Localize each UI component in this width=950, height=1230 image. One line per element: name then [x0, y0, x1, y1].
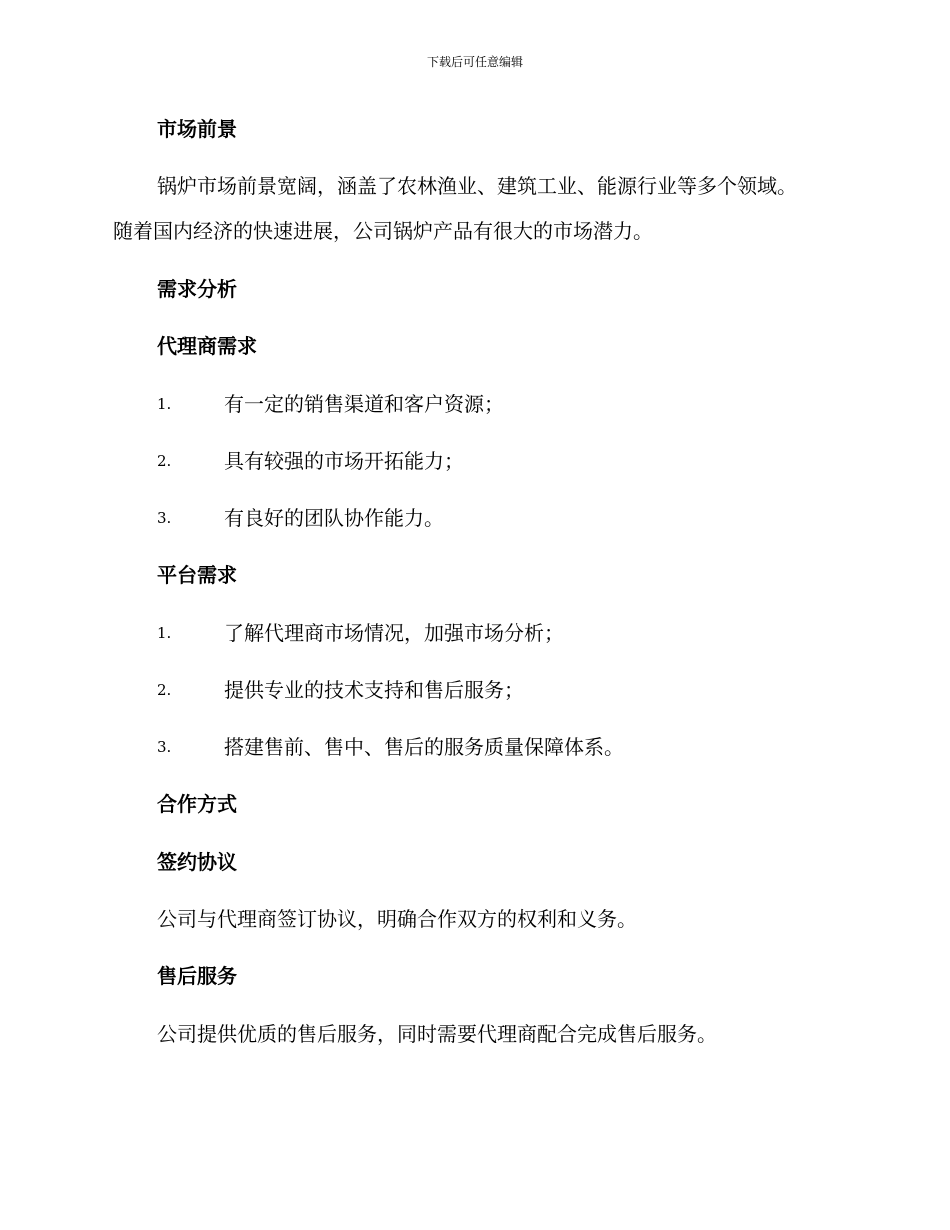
list-text: 有一定的销售渠道和客户资源；: [224, 392, 504, 416]
list-number: 2.: [157, 452, 172, 470]
list-text: 搭建售前、售中、售后的服务质量保障体系。: [224, 735, 624, 759]
list-item: [157, 619, 817, 647]
heading-after-sales: 售后服务: [157, 964, 237, 988]
page-header: 下载后可任意编辑: [426, 55, 523, 69]
list-item: [157, 676, 817, 704]
list-number: 2.: [157, 681, 172, 699]
list-text: 了解代理商市场情况，加强市场分析；: [224, 621, 564, 645]
heading-cooperation-mode: 合作方式: [157, 792, 237, 816]
list-item: [157, 733, 817, 761]
list-number: 1.: [157, 624, 172, 642]
list-item: [157, 390, 817, 418]
paragraph-signing-agreement: 公司与代理商签订协议，明确合作双方的权利和义务。: [157, 907, 637, 931]
list-number: 3.: [157, 509, 172, 527]
list-item: [157, 447, 817, 475]
list-text: 有良好的团队协作能力。: [224, 506, 444, 530]
heading-demand-analysis: 需求分析: [157, 277, 237, 301]
heading-agent-demand: 代理商需求: [157, 334, 257, 358]
paragraph-after-sales: 公司提供优质的售后服务，同时需要代理商配合完成售后服务。: [157, 1022, 717, 1046]
heading-platform-demand: 平台需求: [157, 563, 237, 587]
heading-market-outlook: 市场前景: [157, 117, 237, 141]
heading-signing-agreement: 签约协议: [157, 850, 237, 874]
list-number: 3.: [157, 738, 172, 756]
list-text: 具有较强的市场开拓能力；: [224, 449, 464, 473]
list-item: [157, 504, 817, 532]
list-number: 1.: [157, 395, 172, 413]
list-text: 提供专业的技术支持和售后服务；: [224, 678, 524, 702]
paragraph-market-outlook: 锅炉市场前景宽阔，涵盖了农林渔业、建筑工业、能源行业等多个领域。随着国内经济的快速进展，公司锅炉产品有很大的市场潜力。: [113, 174, 797, 243]
